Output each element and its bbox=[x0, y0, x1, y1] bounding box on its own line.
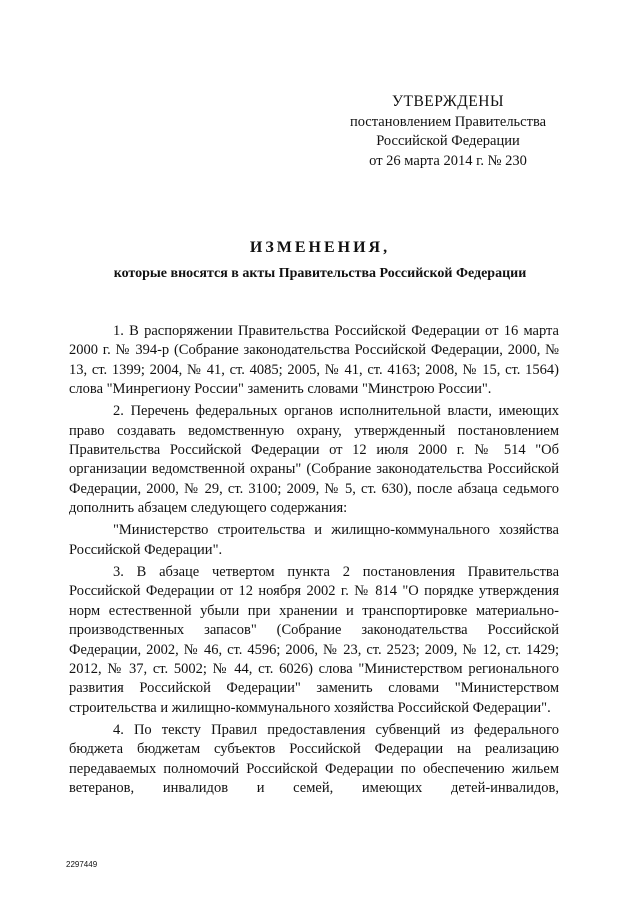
approval-stamp bbox=[345, 92, 551, 171]
paragraph-2-quote: "Министерство строительства и жилищно-коммунального хозяйства Российской Федерации". bbox=[69, 522, 559, 558]
approval-date-line: от 26 марта 2014 г. № 230 bbox=[369, 152, 527, 169]
approval-line: Российской Федерации bbox=[376, 133, 520, 150]
document-subtitle: которые вносятся в акты Правительства Российской Федерации bbox=[113, 266, 527, 281]
paragraph-1: 1. В распоряжении Правительства Российской Федерации от 16 марта 2000 г. № 394-р (Собрание законодательства Российской Федерации, 2000, № 13, ст. 1399; 2004, № 41, ст. 4085; 2005, № 41, ст. 4163; 2008, № 15, ст. 1564) слова "Минрегиону России" заменить словами "Минстрою России". bbox=[69, 323, 559, 398]
paragraph-3: 3. В абзаце четвертом пункта 2 постановления Правительства Российской Федерации от 12 ноября 2002 г. № 814 "О порядке утверждения норм естественной убыли при хранении и транспортировке материально-производственных запасов" (Собрание законодательства Российской Федерации, 2002, № 46, ст. 4596; 2006, № 23, ст. 2523; 2009, № 12, ст. 1429; 2012, № 37, ст. 5002; № 44, ст. 6026) слова "Министерством регионального развития Российской Федерации" заменить словами "Министерством строительства и жилищно-коммунального хозяйства Российской Федерации". bbox=[69, 564, 559, 716]
document-title: ИЗМЕНЕНИЯ, bbox=[249, 239, 391, 256]
approval-line: постановлением Правительства bbox=[349, 113, 547, 130]
document-id: 2297449 bbox=[66, 860, 98, 869]
approval-heading: УТВЕРЖДЕНЫ bbox=[392, 93, 504, 110]
document-body bbox=[69, 322, 559, 801]
paragraph-4: 4. По тексту Правил предоставления субвенций из федерального бюджета бюджетам субъектов Российской Федерации на реализацию передаваемых полномочий Российской Федерации по обеспечению жильем ветеранов, инвалидов и семей, имеющих детей-инвалидов, bbox=[69, 721, 559, 796]
paragraph-2: 2. Перечень федеральных органов исполнительной власти, имеющих право создавать ведомственную охрану, утвержденный постановлением Правительства Российской Федерации от 12 июля 2000 г. № 514 "Об организации ведомственной охраны" (Собрание законодательства Российской Федерации, 2000, № 29, ст. 3100; 2009, № 5, ст. 630), после абзаца седьмого дополнить абзацем следующего содержания: bbox=[69, 403, 559, 517]
